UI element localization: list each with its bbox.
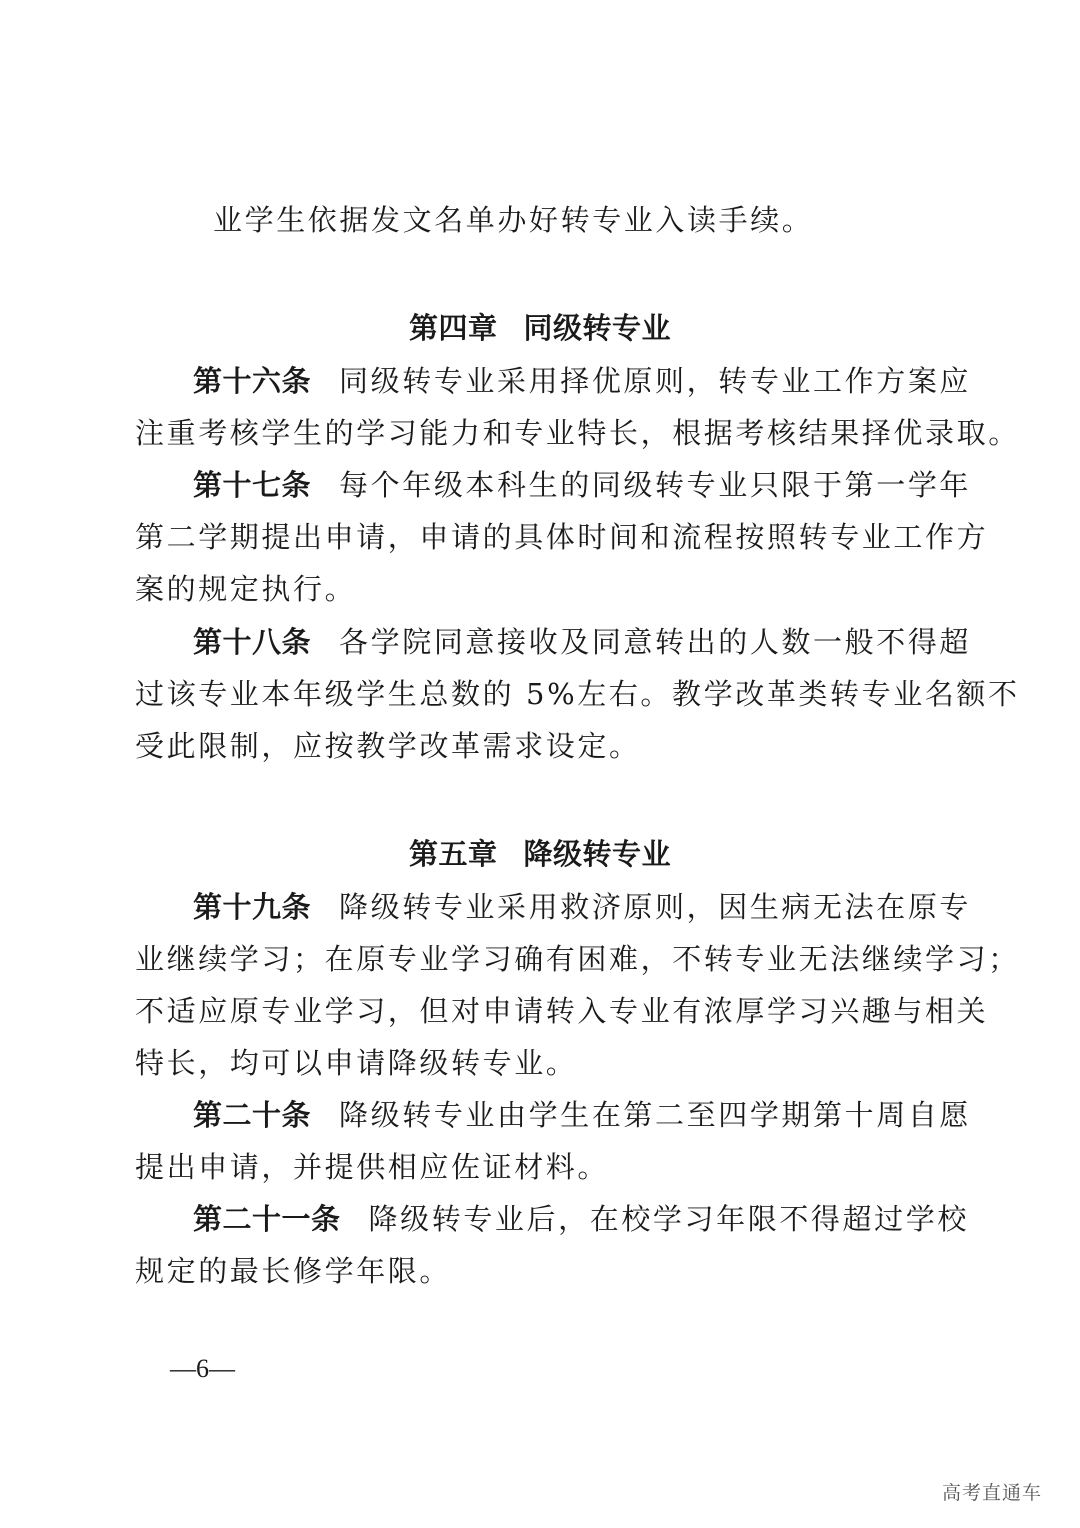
article-text-line: 业继续学习；在原专业学习确有困难，不转专业无法继续学习；: [135, 942, 1020, 976]
article-text-line: 受此限制，应按教学改革需求设定。: [135, 729, 641, 763]
article-text-line: 第二学期提出申请，申请的具体时间和流程按照转专业工作方: [135, 520, 989, 554]
article-text: 降级转专业采用救济原则，因生病无法在原专: [339, 890, 972, 924]
article-18: [193, 622, 972, 662]
article-text-line: 规定的最长修学年限。: [135, 1254, 452, 1288]
article-label: 第二十条: [193, 1098, 312, 1132]
chapter-title: 降级转专业: [523, 837, 672, 871]
article-text: 降级转专业后，在校学习年限不得超过学校: [368, 1202, 969, 1236]
article-20: [193, 1095, 972, 1135]
watermark: 高考直通车: [942, 1482, 1043, 1504]
chapter-heading-4: [0, 308, 1080, 348]
article-text-line: 不适应原专业学习，但对申请转入专业有浓厚学习兴趣与相关: [135, 994, 989, 1028]
page-number: —6—: [170, 1354, 235, 1383]
article-label: 第十七条: [193, 468, 312, 502]
article-text: 各学院同意接收及同意转出的人数一般不得超: [339, 625, 972, 659]
article-21: [193, 1199, 969, 1239]
chapter-title: 同级转专业: [523, 311, 672, 345]
article-text-line: 特长，均可以申请降级转专业。: [135, 1046, 578, 1080]
article-text: 同级转专业采用择优原则，转专业工作方案应: [339, 364, 972, 398]
chapter-number: 第四章: [408, 311, 498, 345]
continuation-text: 业学生依据发文名单办好转专业入读手续。: [213, 203, 814, 237]
article-16: [193, 361, 972, 401]
article-17: [193, 465, 972, 505]
article-text-line: 注重考核学生的学习能力和专业特长，根据考核结果择优录取。: [135, 416, 1020, 450]
article-19: [193, 887, 972, 927]
article-text-line: 案的规定执行。: [135, 572, 357, 606]
article-label: 第二十一条: [193, 1202, 341, 1236]
article-label: 第十九条: [193, 890, 312, 924]
article-label: 第十六条: [193, 364, 312, 398]
article-text: 降级转专业由学生在第二至四学期第十周自愿: [339, 1098, 972, 1132]
article-text-line: 过该专业本年级学生总数的 5%左右。教学改革类转专业名额不: [135, 677, 1020, 711]
article-text: 每个年级本科生的同级转专业只限于第一学年: [339, 468, 972, 502]
chapter-heading-5: [0, 834, 1080, 874]
article-label: 第十八条: [193, 625, 312, 659]
chapter-number: 第五章: [408, 837, 498, 871]
article-text-line: 提出申请，并提供相应佐证材料。: [135, 1150, 610, 1184]
